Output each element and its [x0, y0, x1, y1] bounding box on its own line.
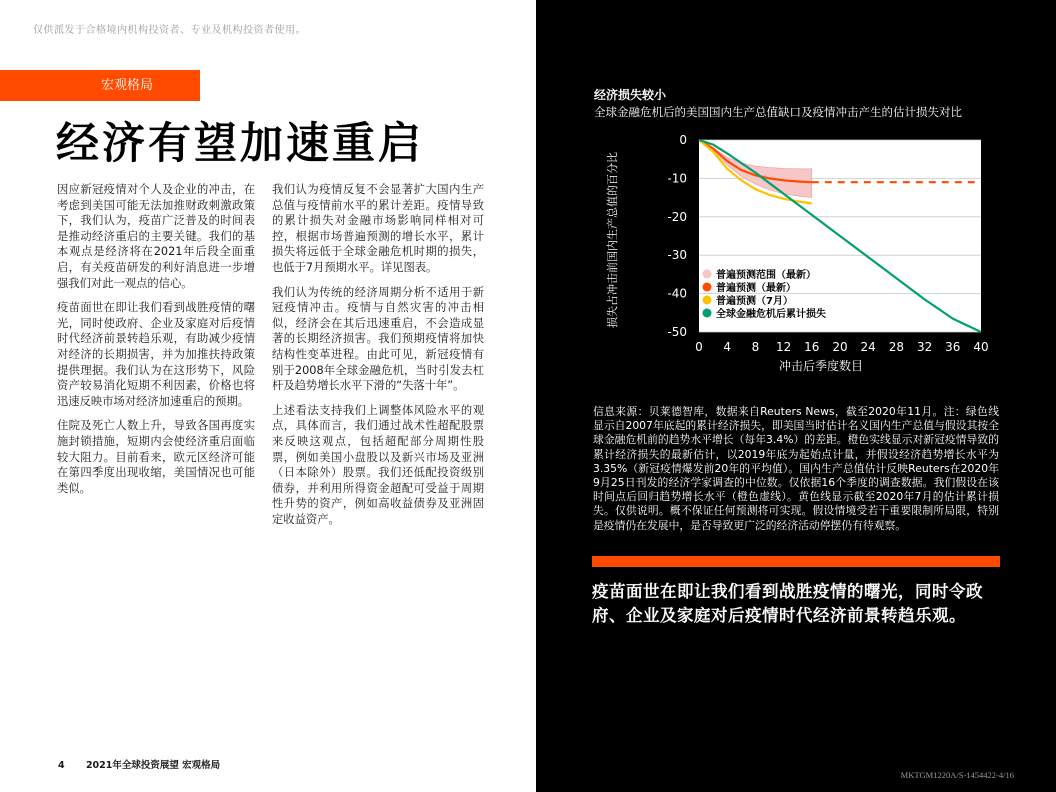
- x-tick-label: 20: [832, 340, 848, 354]
- y-tick-label: -20: [667, 209, 687, 224]
- page-number: 4: [58, 760, 65, 771]
- x-tick-label: 12: [775, 340, 792, 354]
- legend-marker: [703, 270, 712, 279]
- page-title: 经济有望加速重启: [56, 119, 424, 169]
- legend-label: 普遍预测（7月）: [716, 296, 793, 307]
- paragraph: 我们认为疫情反复不会显著扩大国内生产总值与疫情前水平的累计差距。疫情导致的累计损失对金融市场影响同样相对可控，根据市场普遍预测的增长水平，累计损失将远低于全球金融危机时期的损失，也低于7月预期水平。详见图表。: [272, 183, 484, 274]
- document-code: MKTGM1220A/S-1454422-4/16: [900, 770, 1014, 780]
- x-axis-label: 冲击后季度数目: [778, 359, 864, 373]
- y-tick-label: -50: [667, 325, 687, 339]
- right-page: [536, 0, 1056, 792]
- chart-title: 经济损失较小: [594, 88, 667, 102]
- legend-marker: [703, 283, 712, 292]
- paragraph: 疫苗面世在即让我们看到战胜疫情的曙光，同时使政府、企业及家庭对后疫情时代经济前景转趋乐观，有助减少疫情对经济的长期损害，并为加推扶持政策提供理据。我们认为在这形势下，风险资产较易消化短期不利因素，价格也将迅速反映市场对经济加速重启的预期。: [57, 301, 255, 408]
- legend-label: 全球金融危机后累计损失: [716, 309, 826, 320]
- legend-label: 普遍预测范围（最新）: [716, 270, 816, 281]
- footer-text: 2021年全球投资展望 宏观格局: [85, 760, 221, 771]
- page-footer: [58, 757, 220, 771]
- section-tag: 宏观格局: [0, 70, 200, 101]
- x-tick-label: 24: [860, 340, 876, 354]
- paragraph: 上述看法支持我们上调整体风险水平的观点，具体而言，我们通过战术性超配股票来反映这观点，包括超配部分周期性股票，例如美国小盘股以及新兴市场及亚洲（日本除外）股票。我们还低配投资级别债券，并利用所得资金超配可受益于周期性升势的资产，例如高收益债券及亚洲固定收益资产。: [272, 403, 484, 526]
- x-tick-label: 0: [695, 340, 703, 354]
- body-column-2: [272, 182, 484, 536]
- y-tick-label: -30: [667, 248, 687, 263]
- x-tick-label: 28: [888, 340, 905, 354]
- x-tick-label: 8: [751, 340, 760, 354]
- x-tick-label: 4: [723, 340, 732, 354]
- disclaimer: 仅供派发于合格境内机构投资者、专业及机构投资者使用。: [33, 25, 306, 36]
- legend-marker: [703, 296, 712, 305]
- y-tick-label: -10: [667, 171, 687, 186]
- x-tick-label: 40: [973, 340, 989, 354]
- x-tick-label: 36: [945, 340, 961, 354]
- legend-label: 普遍预测（最新）: [716, 283, 796, 294]
- legend-marker: [703, 309, 712, 318]
- paragraph: 因应新冠疫情对个人及企业的冲击，在考虑到美国可能无法加推财政刺激政策下，我们认为，疫苗广泛普及的时间表是推动经济重启的主要关键。我们的基本观点是经济将在2021年后段全面重启，有关疫苗研发的利好消息进一步增强我们对此一观点的信心。: [57, 183, 255, 290]
- body-column-1: [57, 182, 255, 505]
- line-chart: [591, 125, 991, 375]
- chart-subtitle: 全球金融危机后的美国国内生产总值缺口及疫情冲击产生的估计损失对比: [594, 105, 962, 119]
- paragraph: 我们认为传统的经济周期分析不适用于新冠疫情冲击。疫情与自然灾害的冲击相似，经济会在其后迅速重启，不会造成显著的长期经济损害。我们预期疫情将加快结构性变革进程。由此可见，新冠疫情有别于2008年全球金融危机，当时引发去杠杆及趋势增长水平下滑的“失落十年”。: [272, 285, 484, 393]
- y-tick-label: 0: [679, 133, 687, 147]
- paragraph: 住院及死亡人数上升，导致各国再度实施封锁措施，短期内会使经济重启面临较大阻力。目前看来，欧元区经济可能在第四季度出现收缩，美国情况也可能类似。: [57, 419, 255, 495]
- source-note: 信息来源：贝莱德智库，数据来自Reuters News，截至2020年11月。注：绿色线显示自2007年底起的累计经济损失，即美国当时估计名义国内生产总值与假设其按全球金融危机前的趋势水平增长（每年3.4%）的差距。橙色实线显示对新冠疫情导致的累计经济损失的最新估计，以2019年底为起始点计量，并假设经济趋势增长水平为3.35%（新冠疫情爆发前20年的平均值）。国内生产总值估计反映Reuters在2020年9月25日刊发的经济学家调查的中位数。仅依据16个季度的调查数据。我们假设在该时间点后回归趋势增长水平（橙色虚线）。黄色线显示截至2020年7月的估计累计损失。仅供说明。概不保证任何预测将可实现。假设情境受若干重要限制所局限，特别是疫情仍在发展中，是否导致更广泛的经济活动停摆仍有待观察。: [593, 405, 999, 532]
- x-tick-label: 16: [804, 340, 820, 354]
- y-axis-label: 损失占冲击前国内生产总值的百分比: [606, 152, 619, 328]
- accent-bar: [592, 556, 1000, 567]
- x-tick-label: 32: [916, 340, 933, 354]
- y-tick-label: -40: [667, 286, 687, 301]
- pull-quote: 疫苗面世在即让我们看到战胜疫情的曙光，同时令政府、企业及家庭对后疫情时代经济前景转趋乐观。: [592, 582, 983, 625]
